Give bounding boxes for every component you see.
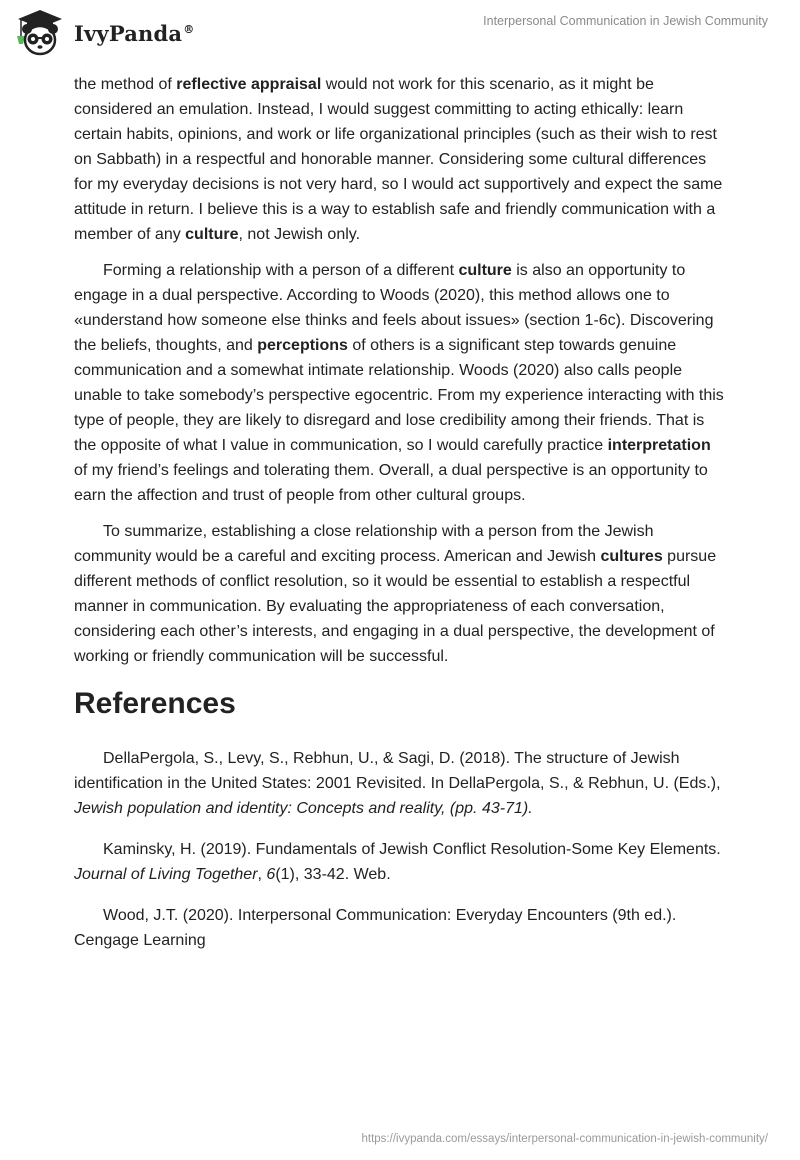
italic-text: 6 [266, 866, 276, 883]
reference-entry [74, 837, 724, 887]
body-paragraph [74, 519, 724, 669]
document-running-title: Interpersonal Communication in Jewish Community [483, 14, 768, 28]
text-run: DellaPergola, S., Levy, S., Rebhun, U., & Sagi, D. (2018). The structure of Jewish identification in the United States: 2001 Revisited. In DellaPergola, S., & Rebhun, U. (Eds.), [74, 750, 721, 792]
italic-text: Jewish population and identity: Concepts and reality, (pp. 43-71). [74, 800, 533, 817]
text-run: (1), 33-42. Web. [275, 866, 391, 883]
reference-entry [74, 746, 724, 821]
text-run: Kaminsky, H. (2019). Fundamentals of Jewish Conflict Resolution-Some Key Elements. [103, 841, 721, 858]
bold-term[interactable]: culture [458, 262, 512, 279]
text-run: To summarize, establishing a close relationship with a person from the Jewish community would be a careful and exciting process. American and Jewish [74, 523, 654, 565]
text-run: Forming a relationship with a person of a different [103, 262, 459, 279]
text-run: pursue different methods of conflict resolution, so it would be essential to establish a respectful manner in communication. By evaluating the appropriateness of each conversation, considering each other’s interests, and engaging in a dual perspective, the development of working or friendly communication will be successful. [74, 548, 717, 665]
text-run: would not work for this scenario, as it might be considered an emulation. Instead, I would suggest committing to acting ethically: learn certain habits, opinions, and work or life organizational principles (such as their wish to rest on Sabbath) in a respectful and honorable manner. Considering some cultural differences for my everyday decisions is not very hard, so I would act supportively and expect the same attitude in return. I believe this is a way to establish safe and friendly communication with a member of any [74, 76, 723, 243]
bold-term[interactable]: interpretation [607, 437, 711, 454]
body-paragraph [74, 258, 724, 508]
text-run: , not Jewish only. [238, 226, 361, 243]
bold-term[interactable]: culture [185, 226, 239, 243]
italic-text: Journal of Living Together [74, 866, 258, 883]
references-heading: References [74, 687, 236, 720]
text-run: of my friend’s feelings and tolerating them. Overall, a dual perspective is an opportunity to earn the affection and trust of people from other cultural groups. [74, 462, 708, 504]
reference-entry [74, 903, 724, 953]
text-run: Wood, J.T. (2020). Interpersonal Communication: Everyday Encounters (9th ed.). Cengage Learning [74, 907, 677, 949]
ivypanda-logo[interactable] [12, 8, 194, 58]
body-paragraph [74, 72, 724, 247]
panda-graduate-icon [12, 8, 68, 58]
essay-body [74, 72, 724, 969]
bold-term[interactable]: reflective appraisal [176, 76, 322, 93]
essay-paragraphs [74, 72, 724, 669]
logo-wordmark: IvyPanda® [74, 20, 195, 46]
references-list [74, 746, 724, 953]
text-run: of others is a significant step towards genuine communication and a somewhat intimate relationship. Woods (2020) also calls people unable to take somebody’s perspective egocentric. From my experience interacting with this type of people, they are likely to disregard and lose credibility among their friends. That is the opposite of what I value in communication, so I would carefully practice [74, 337, 724, 454]
source-url[interactable]: https://ivypanda.com/essays/interpersonal-communication-in-jewish-community/ [361, 1133, 768, 1145]
bold-term[interactable]: perceptions [257, 337, 348, 354]
text-run: is also an opportunity to engage in a dual perspective. According to Woods (2020), this method allows one to «understand how someone else thinks and feels about issues» (section 1-6c). Discovering the beliefs, thoughts, and [74, 262, 714, 354]
text-run: , [257, 866, 267, 883]
text-run: the method of [74, 76, 177, 93]
page-header [0, 0, 800, 70]
bold-term[interactable]: cultures [600, 548, 663, 565]
